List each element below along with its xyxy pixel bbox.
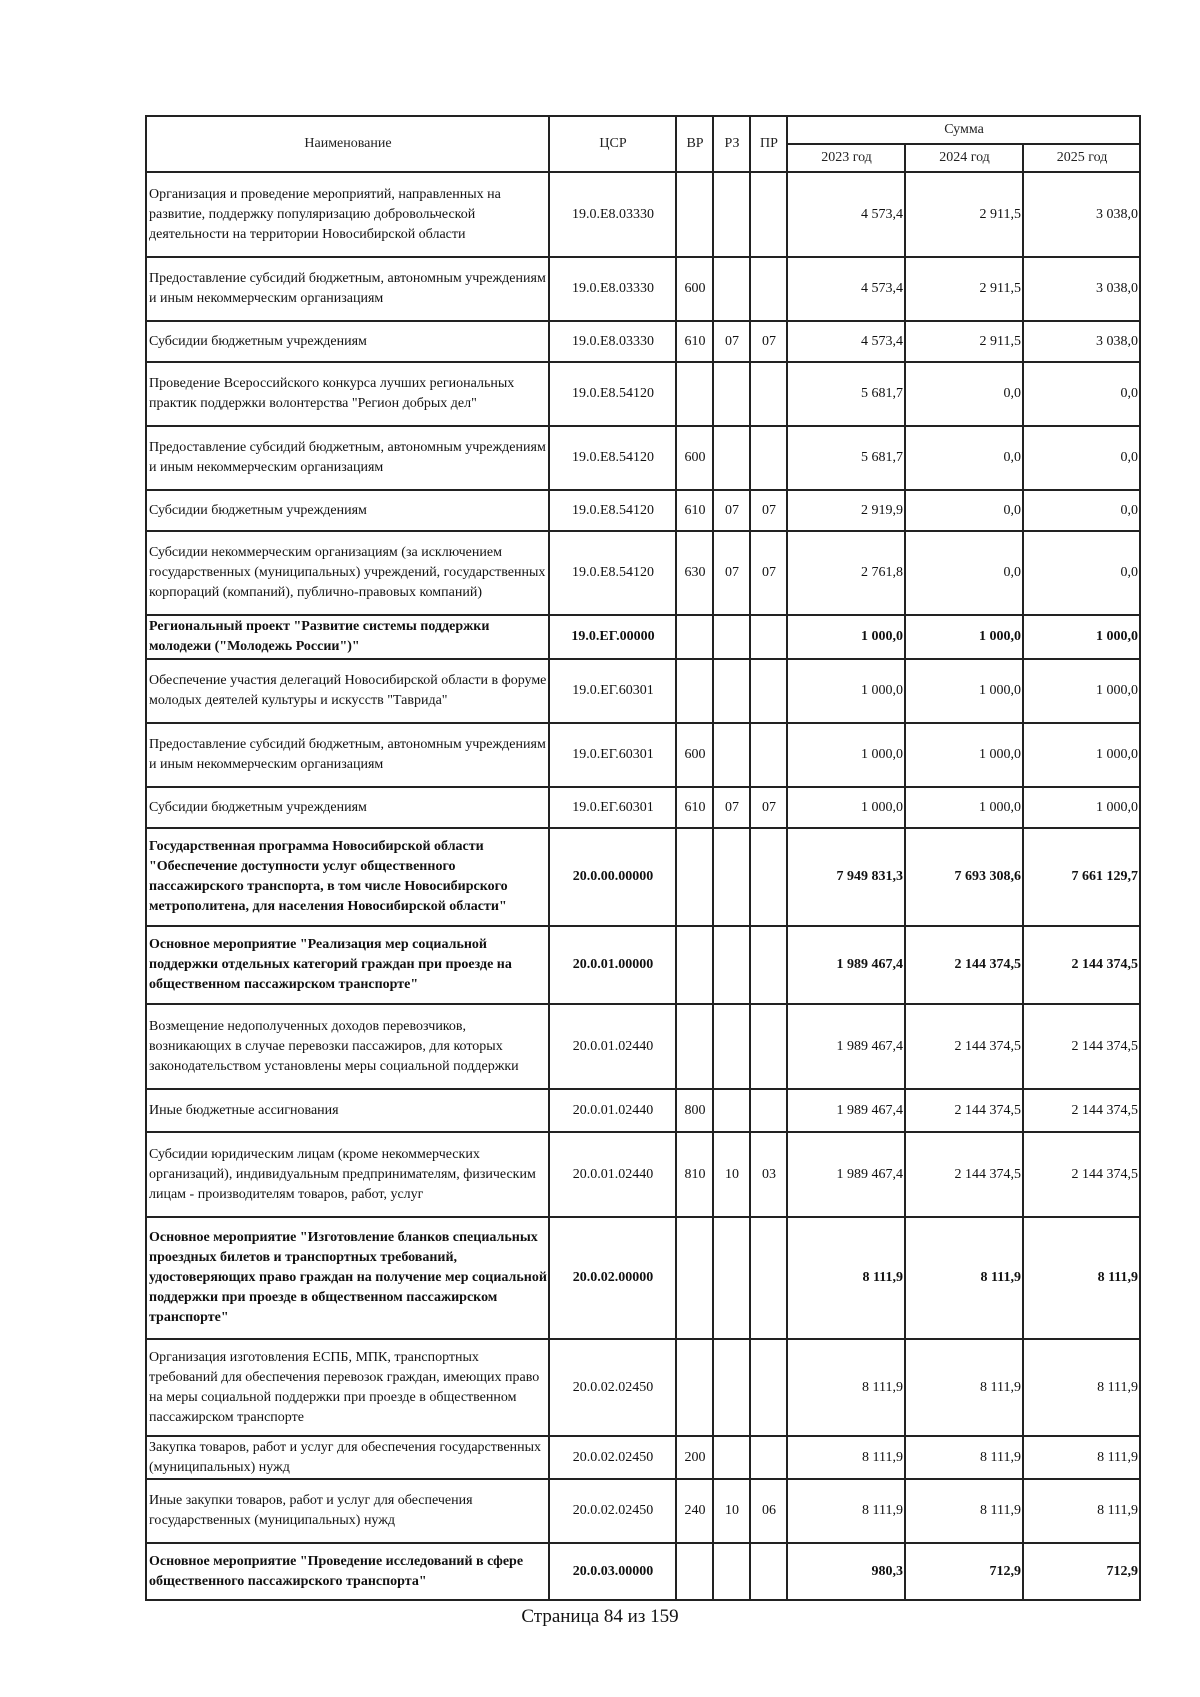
cell-vr <box>676 1543 713 1600</box>
cell-name: Государственная программа Новосибирской области "Обеспечение доступности услуг общественного пассажирского транспорта, в том числе Новосибирского метрополитена, для населения Новосибирской области" <box>146 828 549 926</box>
cell-rz: 10 <box>713 1132 750 1217</box>
cell-y2023: 1 000,0 <box>787 787 905 828</box>
cell-y2024: 2 144 374,5 <box>905 1132 1023 1217</box>
cell-y2023: 1 000,0 <box>787 659 905 723</box>
cell-pr: 07 <box>750 787 787 828</box>
cell-vr: 600 <box>676 426 713 490</box>
cell-rz <box>713 615 750 659</box>
header-rz: РЗ <box>713 116 750 172</box>
cell-rz <box>713 1339 750 1436</box>
budget-table <box>145 115 1141 1601</box>
cell-y2024: 0,0 <box>905 531 1023 615</box>
cell-rz <box>713 1436 750 1479</box>
cell-y2024: 2 911,5 <box>905 321 1023 362</box>
cell-pr <box>750 615 787 659</box>
cell-y2025: 0,0 <box>1023 490 1140 531</box>
cell-rz: 07 <box>713 321 750 362</box>
cell-y2024: 0,0 <box>905 426 1023 490</box>
table-row <box>146 362 1140 426</box>
cell-pr: 03 <box>750 1132 787 1217</box>
cell-rz <box>713 362 750 426</box>
cell-rz <box>713 723 750 787</box>
cell-csr: 19.0.Е8.54120 <box>549 531 676 615</box>
table-row <box>146 490 1140 531</box>
cell-name: Закупка товаров, работ и услуг для обеспечения государственных (муниципальных) нужд <box>146 1436 549 1479</box>
cell-y2025: 0,0 <box>1023 531 1140 615</box>
cell-y2025: 8 111,9 <box>1023 1339 1140 1436</box>
cell-y2025: 2 144 374,5 <box>1023 926 1140 1004</box>
cell-rz: 07 <box>713 531 750 615</box>
cell-y2023: 8 111,9 <box>787 1479 905 1543</box>
cell-vr <box>676 828 713 926</box>
cell-csr: 19.0.Е8.03330 <box>549 321 676 362</box>
cell-y2024: 1 000,0 <box>905 615 1023 659</box>
cell-vr: 630 <box>676 531 713 615</box>
header-year-2025: 2025 год <box>1023 144 1140 172</box>
cell-y2023: 1 989 467,4 <box>787 1004 905 1089</box>
cell-y2025: 1 000,0 <box>1023 659 1140 723</box>
cell-pr: 07 <box>750 531 787 615</box>
cell-y2024: 2 144 374,5 <box>905 926 1023 1004</box>
cell-csr: 20.0.02.02450 <box>549 1339 676 1436</box>
cell-y2024: 2 911,5 <box>905 257 1023 321</box>
cell-csr: 20.0.00.00000 <box>549 828 676 926</box>
table-row <box>146 1479 1140 1543</box>
cell-vr: 800 <box>676 1089 713 1132</box>
cell-vr: 200 <box>676 1436 713 1479</box>
cell-rz: 07 <box>713 490 750 531</box>
table-row <box>146 615 1140 659</box>
cell-y2025: 712,9 <box>1023 1543 1140 1600</box>
table-row <box>146 1436 1140 1479</box>
cell-vr <box>676 362 713 426</box>
cell-pr <box>750 723 787 787</box>
cell-pr <box>750 172 787 257</box>
cell-name: Организация изготовления ЕСПБ, МПК, транспортных требований для обеспечения перевозок граждан, имеющих право на меры социальной поддержки при проезде в общественном пассажирском транспорте <box>146 1339 549 1436</box>
cell-vr <box>676 615 713 659</box>
cell-csr: 19.0.ЕГ.60301 <box>549 723 676 787</box>
table-row <box>146 426 1140 490</box>
page-number: Страница 84 из 159 <box>521 1606 679 1627</box>
cell-pr <box>750 1004 787 1089</box>
table-row <box>146 1004 1140 1089</box>
cell-name: Основное мероприятие "Проведение исследований в сфере общественного пассажирского транспорта" <box>146 1543 549 1600</box>
cell-y2023: 2 761,8 <box>787 531 905 615</box>
cell-name: Обеспечение участия делегаций Новосибирской области в форуме молодых деятелей культуры и искусств "Таврида" <box>146 659 549 723</box>
cell-name: Основное мероприятие "Изготовление бланков специальных проездных билетов и транспортных требований, удостоверяющих право граждан на получение мер социальной поддержки при проезде в общественном пассажирском транспорте" <box>146 1217 549 1339</box>
table-row <box>146 531 1140 615</box>
cell-vr: 600 <box>676 723 713 787</box>
cell-pr <box>750 362 787 426</box>
table-row <box>146 659 1140 723</box>
cell-name: Основное мероприятие "Реализация мер социальной поддержки отдельных категорий граждан при проезде на общественном пассажирском транспорте" <box>146 926 549 1004</box>
cell-y2024: 8 111,9 <box>905 1217 1023 1339</box>
cell-y2023: 8 111,9 <box>787 1436 905 1479</box>
cell-csr: 20.0.02.02450 <box>549 1436 676 1479</box>
cell-y2025: 0,0 <box>1023 362 1140 426</box>
table-body <box>146 172 1140 1600</box>
cell-csr: 19.0.ЕГ.60301 <box>549 659 676 723</box>
cell-y2023: 8 111,9 <box>787 1217 905 1339</box>
cell-y2024: 7 693 308,6 <box>905 828 1023 926</box>
cell-y2023: 1 989 467,4 <box>787 1132 905 1217</box>
cell-pr <box>750 1339 787 1436</box>
cell-vr: 610 <box>676 787 713 828</box>
cell-rz <box>713 1089 750 1132</box>
table-row <box>146 1089 1140 1132</box>
cell-csr: 19.0.Е8.03330 <box>549 257 676 321</box>
cell-csr: 20.0.02.02450 <box>549 1479 676 1543</box>
cell-y2024: 712,9 <box>905 1543 1023 1600</box>
cell-rz: 10 <box>713 1479 750 1543</box>
cell-y2023: 4 573,4 <box>787 321 905 362</box>
cell-y2025: 3 038,0 <box>1023 321 1140 362</box>
cell-y2024: 2 911,5 <box>905 172 1023 257</box>
cell-y2024: 8 111,9 <box>905 1479 1023 1543</box>
cell-name: Субсидии некоммерческим организациям (за исключением государственных (муниципальных) учреждений, государственных корпораций (компаний), публично-правовых компаний) <box>146 531 549 615</box>
cell-name: Возмещение недополученных доходов перевозчиков, возникающих в случае перевозки пассажиров, для которых законодательством установлены меры социальной поддержки <box>146 1004 549 1089</box>
cell-y2023: 1 000,0 <box>787 723 905 787</box>
cell-y2024: 1 000,0 <box>905 787 1023 828</box>
cell-csr: 19.0.Е8.54120 <box>549 426 676 490</box>
cell-y2024: 0,0 <box>905 490 1023 531</box>
header-year-2023: 2023 год <box>787 144 905 172</box>
cell-y2023: 5 681,7 <box>787 362 905 426</box>
cell-name: Проведение Всероссийского конкурса лучших региональных практик поддержки волонтерства "Регион добрых дел" <box>146 362 549 426</box>
table-row <box>146 926 1140 1004</box>
table-row <box>146 723 1140 787</box>
cell-pr <box>750 1436 787 1479</box>
cell-vr: 610 <box>676 490 713 531</box>
header-name: Наименование <box>146 116 549 172</box>
cell-rz <box>713 659 750 723</box>
cell-csr: 20.0.01.02440 <box>549 1089 676 1132</box>
cell-vr: 610 <box>676 321 713 362</box>
cell-y2023: 980,3 <box>787 1543 905 1600</box>
header-csr: ЦСР <box>549 116 676 172</box>
cell-rz <box>713 1543 750 1600</box>
cell-vr <box>676 659 713 723</box>
cell-csr: 20.0.02.00000 <box>549 1217 676 1339</box>
cell-vr <box>676 172 713 257</box>
table-row <box>146 1543 1140 1600</box>
table-row <box>146 1132 1140 1217</box>
cell-y2025: 0,0 <box>1023 426 1140 490</box>
cell-rz <box>713 1217 750 1339</box>
cell-y2025: 8 111,9 <box>1023 1217 1140 1339</box>
cell-pr: 07 <box>750 490 787 531</box>
cell-csr: 19.0.Е8.54120 <box>549 362 676 426</box>
cell-vr: 240 <box>676 1479 713 1543</box>
cell-y2025: 2 144 374,5 <box>1023 1089 1140 1132</box>
cell-rz: 07 <box>713 787 750 828</box>
cell-y2023: 4 573,4 <box>787 172 905 257</box>
cell-rz <box>713 426 750 490</box>
table-row <box>146 1217 1140 1339</box>
cell-name: Предоставление субсидий бюджетным, автономным учреждениям и иным некоммерческим организациям <box>146 426 549 490</box>
cell-pr <box>750 926 787 1004</box>
cell-y2024: 1 000,0 <box>905 659 1023 723</box>
table-row <box>146 257 1140 321</box>
cell-csr: 20.0.01.02440 <box>549 1004 676 1089</box>
cell-y2023: 1 989 467,4 <box>787 1089 905 1132</box>
cell-pr <box>750 1089 787 1132</box>
table-row <box>146 787 1140 828</box>
cell-name: Региональный проект "Развитие системы поддержки молодежи ("Молодежь России")" <box>146 615 549 659</box>
cell-vr <box>676 1339 713 1436</box>
cell-y2025: 2 144 374,5 <box>1023 1132 1140 1217</box>
cell-csr: 19.0.ЕГ.60301 <box>549 787 676 828</box>
cell-y2024: 8 111,9 <box>905 1436 1023 1479</box>
cell-vr <box>676 1217 713 1339</box>
cell-pr <box>750 1543 787 1600</box>
cell-y2024: 8 111,9 <box>905 1339 1023 1436</box>
cell-name: Предоставление субсидий бюджетным, автономным учреждениям и иным некоммерческим организациям <box>146 723 549 787</box>
cell-csr: 19.0.ЕГ.00000 <box>549 615 676 659</box>
cell-pr: 07 <box>750 321 787 362</box>
cell-y2023: 4 573,4 <box>787 257 905 321</box>
cell-name: Субсидии бюджетным учреждениям <box>146 490 549 531</box>
header-pr: ПР <box>750 116 787 172</box>
cell-vr <box>676 926 713 1004</box>
header-year-2024: 2024 год <box>905 144 1023 172</box>
header-vr: ВР <box>676 116 713 172</box>
cell-pr <box>750 828 787 926</box>
cell-rz <box>713 257 750 321</box>
cell-csr: 20.0.01.02440 <box>549 1132 676 1217</box>
cell-name: Организация и проведение мероприятий, направленных на развитие, поддержку популяризацию добровольческой деятельности на территории Новосибирской области <box>146 172 549 257</box>
cell-y2025: 7 661 129,7 <box>1023 828 1140 926</box>
cell-csr: 20.0.01.00000 <box>549 926 676 1004</box>
cell-y2023: 2 919,9 <box>787 490 905 531</box>
cell-name: Субсидии юридическим лицам (кроме некоммерческих организаций), индивидуальным предпринимателям, физическим лицам - производителям товаров, работ, услуг <box>146 1132 549 1217</box>
cell-csr: 20.0.03.00000 <box>549 1543 676 1600</box>
cell-pr <box>750 1217 787 1339</box>
cell-name: Субсидии бюджетным учреждениям <box>146 787 549 828</box>
cell-y2025: 1 000,0 <box>1023 723 1140 787</box>
cell-pr: 06 <box>750 1479 787 1543</box>
cell-name: Иные закупки товаров, работ и услуг для обеспечения государственных (муниципальных) нужд <box>146 1479 549 1543</box>
cell-y2024: 2 144 374,5 <box>905 1089 1023 1132</box>
cell-rz <box>713 828 750 926</box>
cell-y2025: 8 111,9 <box>1023 1479 1140 1543</box>
cell-pr <box>750 426 787 490</box>
cell-y2025: 2 144 374,5 <box>1023 1004 1140 1089</box>
cell-rz <box>713 926 750 1004</box>
cell-y2025: 8 111,9 <box>1023 1436 1140 1479</box>
cell-y2025: 1 000,0 <box>1023 615 1140 659</box>
cell-pr <box>750 257 787 321</box>
cell-csr: 19.0.Е8.03330 <box>549 172 676 257</box>
table-row <box>146 1339 1140 1436</box>
table-row <box>146 172 1140 257</box>
cell-y2023: 1 989 467,4 <box>787 926 905 1004</box>
cell-y2025: 1 000,0 <box>1023 787 1140 828</box>
cell-vr: 600 <box>676 257 713 321</box>
cell-csr: 19.0.Е8.54120 <box>549 490 676 531</box>
cell-y2025: 3 038,0 <box>1023 257 1140 321</box>
table-row <box>146 321 1140 362</box>
cell-rz <box>713 1004 750 1089</box>
cell-name: Иные бюджетные ассигнования <box>146 1089 549 1132</box>
cell-y2024: 2 144 374,5 <box>905 1004 1023 1089</box>
table-row <box>146 828 1140 926</box>
cell-y2023: 5 681,7 <box>787 426 905 490</box>
cell-vr <box>676 1004 713 1089</box>
cell-name: Предоставление субсидий бюджетным, автономным учреждениям и иным некоммерческим организациям <box>146 257 549 321</box>
cell-y2023: 8 111,9 <box>787 1339 905 1436</box>
cell-rz <box>713 172 750 257</box>
cell-name: Субсидии бюджетным учреждениям <box>146 321 549 362</box>
cell-y2023: 7 949 831,3 <box>787 828 905 926</box>
header-sum: Сумма <box>787 116 1140 144</box>
cell-y2024: 0,0 <box>905 362 1023 426</box>
cell-vr: 810 <box>676 1132 713 1217</box>
cell-pr <box>750 659 787 723</box>
cell-y2024: 1 000,0 <box>905 723 1023 787</box>
cell-y2025: 3 038,0 <box>1023 172 1140 257</box>
cell-y2023: 1 000,0 <box>787 615 905 659</box>
